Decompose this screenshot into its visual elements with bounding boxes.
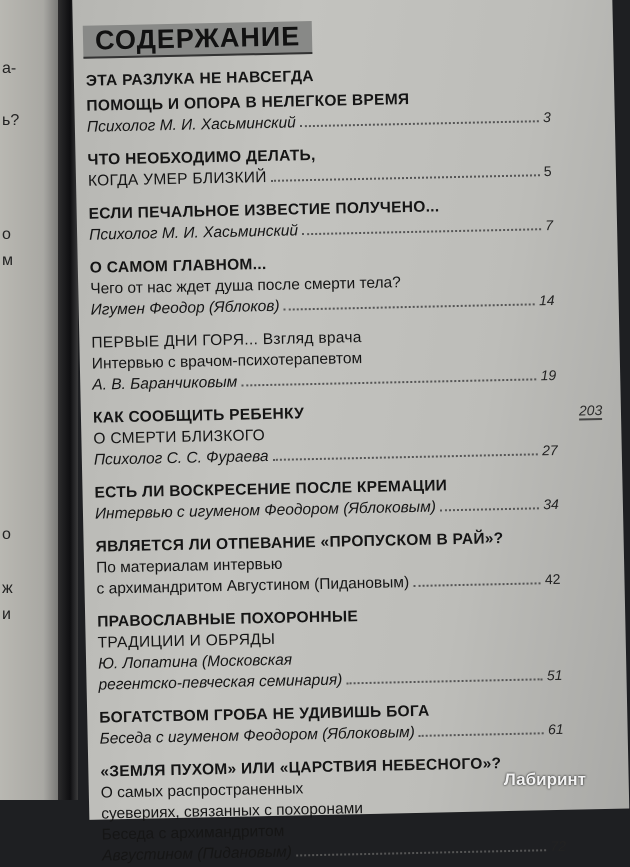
toc-entry-text: БОГАТСТВОМ ГРОБА НЕ УДИВИШЬ БОГА	[99, 702, 430, 727]
toc-page-number: 61	[547, 720, 564, 738]
right-page	[72, 0, 629, 865]
toc-leader-dots	[241, 378, 536, 386]
left-page-fragment: ь?	[2, 112, 20, 129]
toc-entry-text: Ю. Лопатина (Московская	[97, 651, 293, 673]
toc-entry-text: КАК СООБЩИТЬ РЕБЕНКУ	[92, 405, 305, 427]
toc-entry-text: Психолог М. И. Хасьминский	[86, 114, 296, 136]
toc-leader-dots	[273, 453, 539, 461]
toc-entry	[80, 86, 551, 138]
toc-entry	[84, 248, 555, 321]
toc-leader-dots	[300, 120, 539, 127]
toc-leader-dots	[346, 678, 543, 684]
toc-page-number: 42	[544, 570, 561, 588]
toc-entry-text: ЯВЛЯЕТСЯ ЛИ ОТПЕВАНИЕ «ПРОПУСКОМ В РАЙ»?	[95, 530, 504, 556]
toc-leader-dots	[419, 732, 544, 737]
toc-leader-dots	[413, 582, 541, 587]
toc-entry-text: Беседа с архимандритом	[101, 822, 285, 844]
toc-entry	[85, 323, 556, 396]
toc-entry-text: Психолог С. С. Фураева	[93, 447, 269, 469]
toc-entry	[89, 527, 560, 600]
toc-entry-text: Августином (Пидановым)	[101, 843, 293, 865]
toc-entry	[93, 698, 564, 750]
toc-entry-text: регентско-певческая семинария)	[98, 671, 343, 694]
table-of-contents	[79, 16, 567, 867]
left-page-fragment: и	[2, 606, 11, 623]
toc-entry-text: «ЗЕМЛЯ ПУХОМ» ИЛИ «ЦАРСТВИЯ НЕБЕСНОГО»?	[100, 755, 502, 781]
toc-entry-text: А. В. Баранчиковым	[92, 373, 238, 394]
toc-entry	[82, 194, 553, 246]
left-page-fragment: о	[2, 226, 11, 243]
toc-entry-text: ТРАДИЦИИ И ОБРЯДЫ	[97, 630, 276, 652]
toc-entry-text: Чего от нас ждет душа после смерти тела?	[90, 274, 402, 298]
toc-entry-text: Беседа с игуменом Феодором (Яблоковым)	[99, 723, 416, 748]
toc-page-number: 3	[542, 109, 551, 126]
toc-leader-dots	[271, 174, 540, 182]
toc-leader-dots	[302, 228, 541, 235]
toc-entry	[88, 473, 559, 525]
toc-entries	[80, 61, 567, 867]
toc-entry-text: суевериях, связанных с похоронами	[101, 800, 364, 823]
toc-entry-text: Игумен Феодор (Яблоков)	[90, 297, 280, 319]
toc-leader-dots	[440, 507, 539, 511]
toc-entry-text: ПРАВОСЛАВНЫЕ ПОХОРОННЫЕ	[97, 608, 359, 631]
toc-page-number: 14	[538, 291, 555, 309]
toc-page-number: 34	[543, 495, 560, 513]
toc-title: СОДЕРЖАНИЕ	[83, 21, 313, 59]
page-number: 203	[578, 401, 603, 419]
left-page-fragment: а-	[2, 60, 17, 77]
toc-entry-text: ЕСЛИ ПЕЧАЛЬНОЕ ИЗВЕСТИЕ ПОЛУЧЕНО...	[88, 198, 440, 223]
toc-entry-text: О САМОМ ГЛАВНОМ...	[89, 255, 267, 277]
toc-entry	[87, 398, 558, 471]
toc-page-number: 72	[550, 837, 567, 855]
toc-entry-text: О СМЕРТИ БЛИЗКОГО	[93, 427, 266, 448]
left-page-fragment: о	[2, 526, 11, 543]
toc-page-number: 19	[540, 366, 557, 384]
toc-entry-text: Интервью с игуменом Феодором (Яблоковым)	[94, 498, 437, 523]
toc-entry-text: с архимандритом Августином (Пидановым)	[96, 574, 410, 598]
toc-leader-dots	[296, 849, 547, 856]
toc-page-number: 7	[545, 216, 554, 234]
toc-leader-dots	[284, 303, 536, 310]
left-page	[0, 0, 62, 800]
toc-entry-text: ЕСТЬ ЛИ ВОСКРЕСЕНИЕ ПОСЛЕ КРЕМАЦИИ	[94, 477, 448, 502]
toc-entry	[91, 602, 563, 696]
left-page-fragment: ж	[2, 580, 13, 597]
toc-entry-text: Психолог М. И. Хасьминский	[88, 222, 299, 244]
toc-entry-text: ЧТО НЕОБХОДИМО ДЕЛАТЬ,	[87, 146, 316, 169]
watermark-logo: Лабиринт	[503, 770, 586, 789]
toc-entry-text: КОГДА УМЕР БЛИЗКИЙ	[87, 168, 267, 190]
toc-entry	[94, 752, 566, 867]
toc-page-number: 5	[543, 162, 553, 180]
toc-entry-text: ПОМОЩЬ И ОПОРА В НЕЛЕГКОЕ ВРЕМЯ	[86, 90, 410, 115]
toc-entry-text: Интервью с врачом-психотерапевтом	[91, 350, 363, 373]
toc-entry-text: О самых распространенных	[100, 780, 304, 802]
toc-entry-text: ПЕРВЫЕ ДНИ ГОРЯ... Взгляд врача	[91, 329, 362, 352]
toc-entry-text: По материалам интервью	[95, 555, 283, 577]
toc-entry	[81, 140, 552, 192]
toc-page-number: 51	[546, 666, 563, 684]
left-page-fragment: м	[2, 252, 13, 269]
toc-page-number: 27	[541, 441, 558, 459]
toc-entry-text: ЭТА РАЗЛУКА НЕ НАВСЕГДА	[85, 67, 314, 90]
